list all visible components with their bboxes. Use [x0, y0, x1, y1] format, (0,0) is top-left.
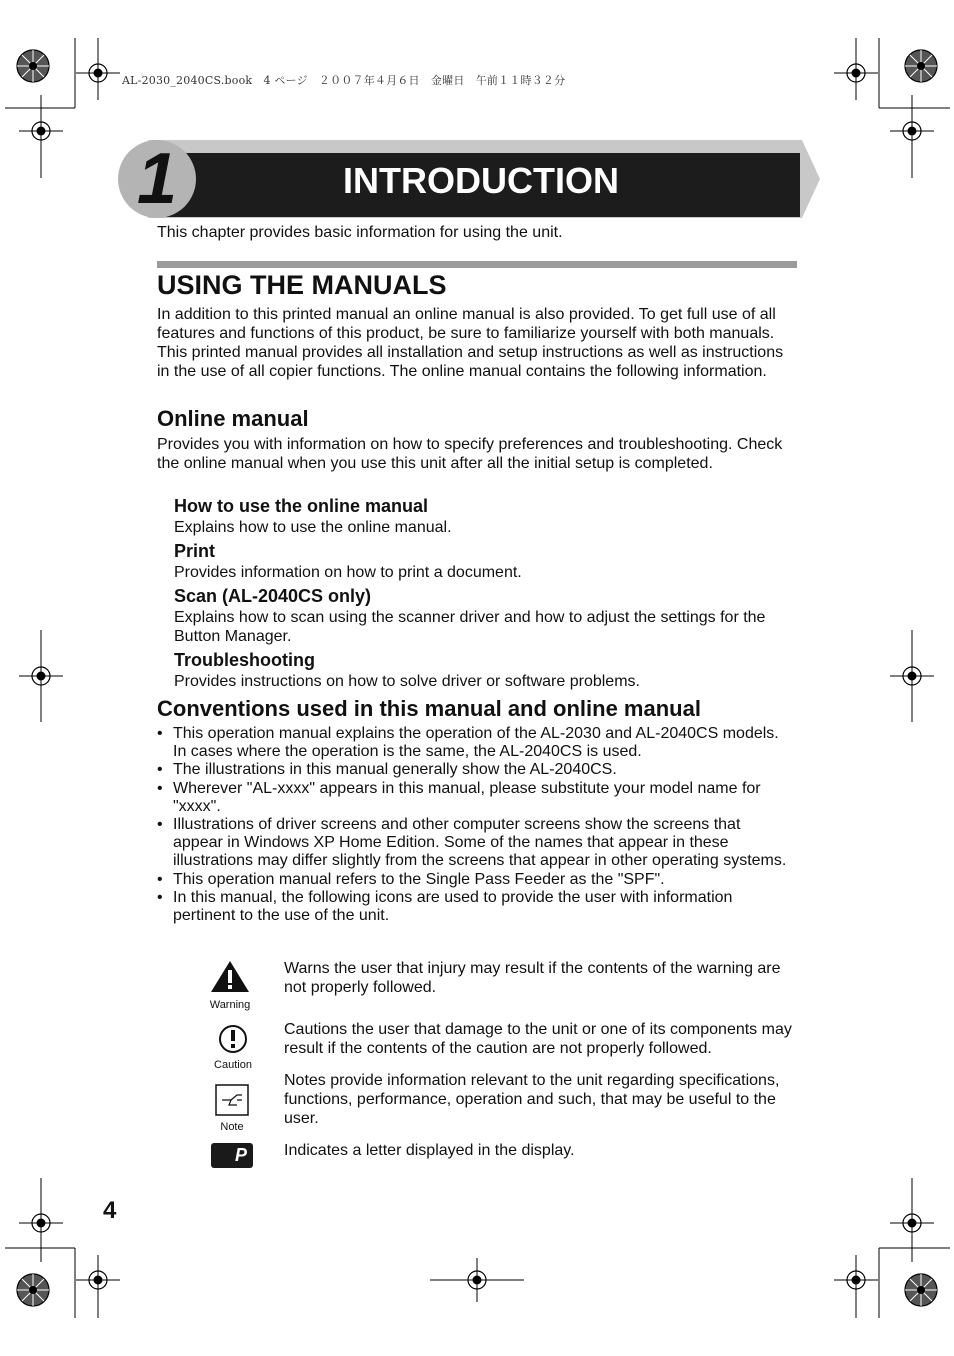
chapter-number: 1 — [136, 139, 178, 219]
conventions-heading: Conventions used in this manual and online manual — [157, 696, 701, 721]
list-item: • Illustrations of driver screens and other computer screens show the screens that appear in Windows XP Home Edition. Some of the names that appear in these illustrations may differ slightly from the screens that appear in other operating systems. — [157, 816, 787, 871]
icon-caption: Caution — [214, 1059, 252, 1071]
online-manual-body: Provides you with information on how to specify preferences and troubleshooting. Check the online manual when you use this unit after all the initial setup is completed. — [157, 436, 783, 472]
icon-description: Cautions the user that damage to the unit or one of its components may result if the contents of the caution are not properly followed. — [284, 1021, 792, 1057]
online-item-title: Troubleshooting — [174, 650, 315, 670]
online-item-desc: Explains how to use the online manual. — [174, 519, 452, 536]
note-icon — [207, 1084, 257, 1133]
list-item: • Wherever "AL-xxxx" appears in this manual, please substitute your model name for "xxxx". — [157, 780, 787, 816]
icon-caption: Note — [220, 1121, 244, 1133]
icon-description: Warns the user that injury may result if the contents of the warning are not properly followed. — [284, 960, 781, 996]
section-title: USING THE MANUALS — [157, 270, 447, 300]
chapter-intro: This chapter provides basic information for using the unit. — [157, 224, 563, 241]
online-item-title: Print — [174, 541, 216, 561]
print-header: AL-2030_2040CS.book 4 ページ ２００７年４月６日 金曜日 午前１１時３２分 — [122, 74, 566, 87]
warning-icon — [207, 960, 255, 1011]
online-item-title: Scan (AL-2040CS only) — [174, 586, 372, 606]
conventions-list — [157, 725, 787, 925]
section-rule — [157, 261, 797, 268]
chapter-title: INTRODUCTION — [343, 160, 619, 201]
display-letter-icon: P — [211, 1143, 253, 1168]
list-item: • The illustrations in this manual generally show the AL-2040CS. — [157, 761, 787, 779]
section-body: In addition to this printed manual an online manual is also provided. To get full use of all features and functions of this product, be sure to familiarize yourself with both manuals. This printed manual provides all installation and setup instructions as well as instructions in the use of all copier functions. The online manual contains the following information. — [157, 306, 784, 380]
online-item-desc: Explains how to scan using the scanner driver and how to adjust the settings for the Button Manager. — [174, 609, 766, 645]
online-manual-heading: Online manual — [157, 406, 309, 431]
icon-caption: Warning — [209, 999, 251, 1011]
page-number: 4 — [103, 1197, 117, 1224]
online-item-desc: Provides instructions on how to solve driver or software problems. — [174, 673, 640, 690]
list-item: • This operation manual explains the operation of the AL-2030 and AL-2040CS models. In cases where the operation is the same, the AL-2040CS is used. — [157, 725, 787, 761]
caution-icon — [208, 1024, 258, 1071]
icon-description: Notes provide information relevant to the unit regarding specifications, functions, performance, operation and such, that may be useful to the user. — [284, 1072, 780, 1127]
online-item-desc: Provides information on how to print a document. — [174, 564, 522, 581]
list-item: • In this manual, the following icons are used to provide the user with information pertinent to the use of the unit. — [157, 889, 787, 925]
online-item-title: How to use the online manual — [174, 496, 429, 516]
icon-description: Indicates a letter displayed in the display. — [284, 1142, 575, 1159]
list-item: • This operation manual refers to the Single Pass Feeder as the "SPF". — [157, 871, 787, 889]
